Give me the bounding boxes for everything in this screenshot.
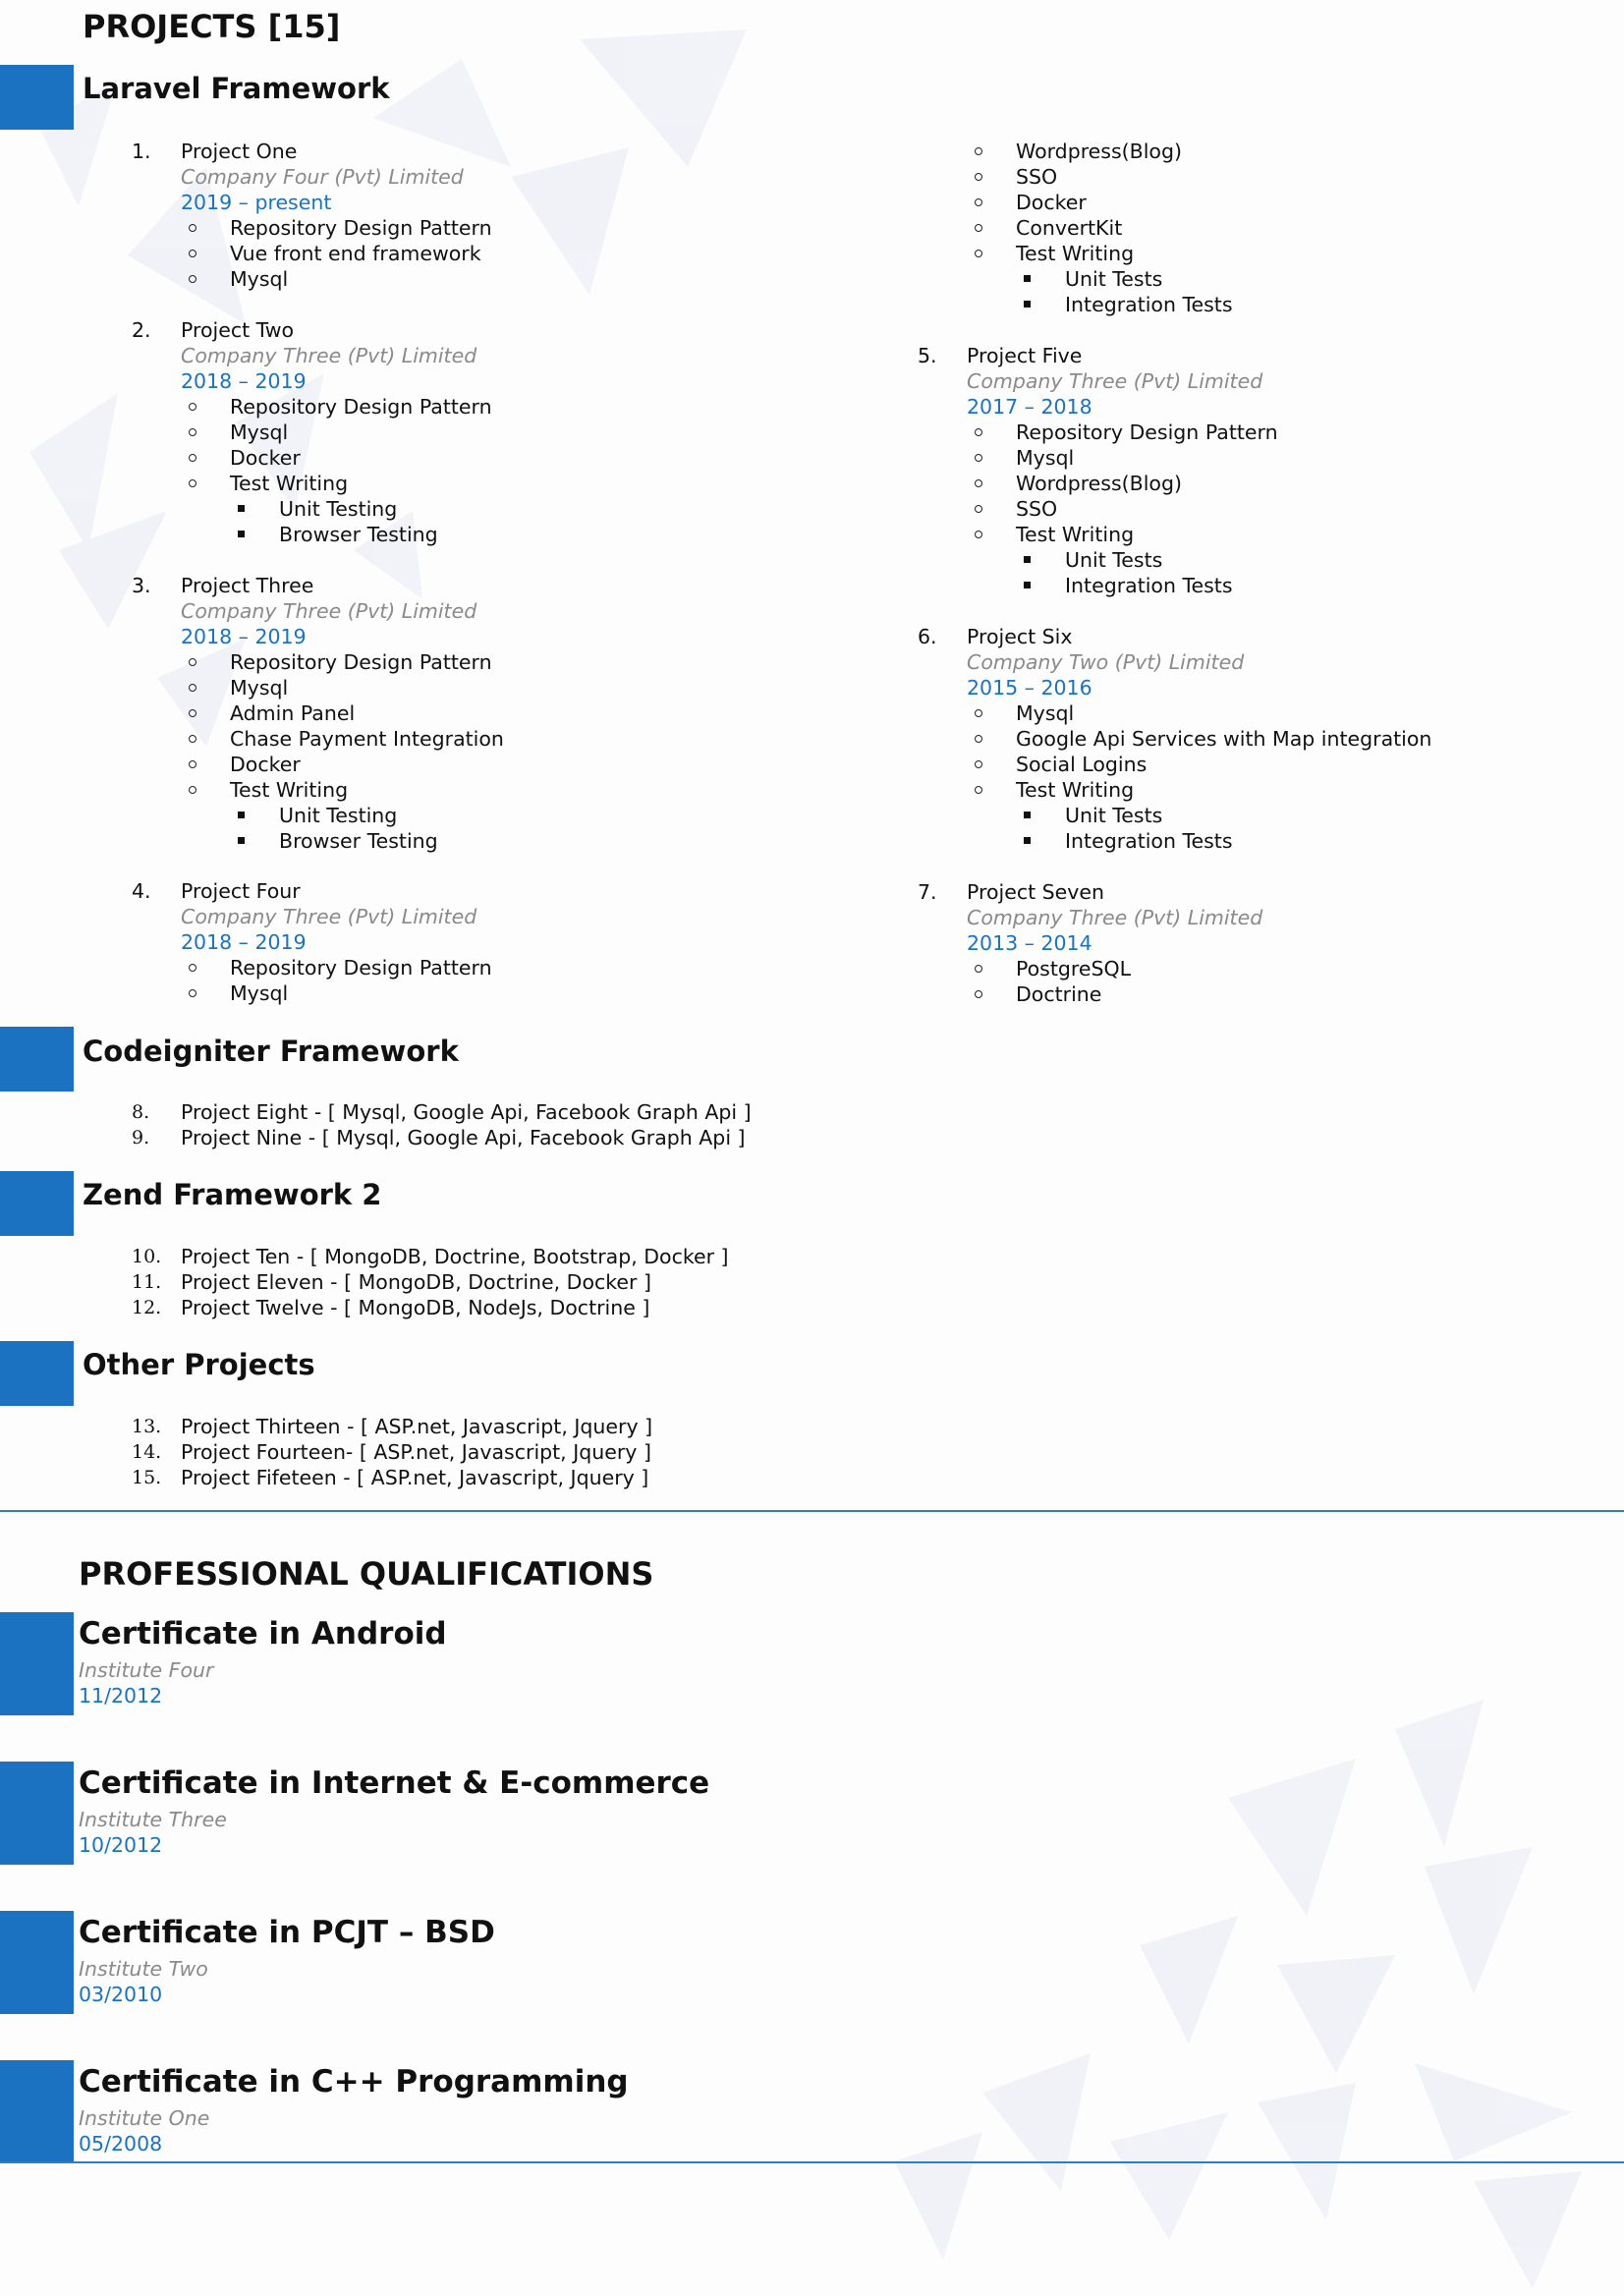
project-company: Company Two (Pvt) Limited (967, 650, 1245, 674)
project-number: 8. (132, 1101, 150, 1123)
project-tech-item: Vue front end framework (230, 242, 481, 265)
project-tech-item: Doctrine (1016, 982, 1102, 1006)
hollow-bullet-icon (189, 709, 196, 717)
project-number: 2. (132, 318, 151, 342)
project-number: 6. (918, 625, 937, 648)
certificate-title: Certificate in Internet & E-commerce (79, 1765, 710, 1801)
hollow-bullet-icon (189, 428, 196, 436)
project-tech-item: Mysql (1016, 446, 1075, 470)
section-marker (0, 1911, 74, 2014)
hollow-bullet-icon (975, 990, 982, 998)
hollow-bullet-icon (189, 454, 196, 462)
project-period: 2018 – 2019 (181, 369, 307, 393)
certificate-title: Certificate in Android (79, 1616, 447, 1652)
project-number: 3. (132, 574, 151, 597)
project-tech-item: Mysql (230, 981, 289, 1005)
hollow-bullet-icon (189, 735, 196, 743)
hollow-bullet-icon (189, 684, 196, 692)
project-tech-item: Test Writing (1016, 523, 1135, 546)
project-company: Company Three (Pvt) Limited (181, 905, 477, 928)
project-name: Project Four (181, 879, 301, 903)
project-tech-item: Test Writing (230, 778, 349, 802)
project-tech-item: Docker (230, 446, 301, 470)
project-tech-item: Mysql (230, 267, 289, 291)
project-tech-item: Test Writing (230, 472, 349, 495)
project-number: 7. (918, 880, 937, 904)
hollow-bullet-icon (975, 250, 982, 257)
certificate-date: 05/2008 (79, 2132, 163, 2156)
certificate-date: 03/2010 (79, 1983, 163, 2006)
project-tech-item: Repository Design Pattern (230, 956, 492, 980)
certificate-institute: Institute Two (79, 1957, 208, 1981)
other-section-title: Other Projects (83, 1348, 315, 1381)
project-tech-item: Google Api Services with Map integration (1016, 727, 1432, 751)
project-tech-item: Social Logins (1016, 753, 1148, 776)
hollow-bullet-icon (975, 147, 982, 155)
project-tech-item: Test Writing (1016, 778, 1135, 802)
project-sub-item: Unit Testing (279, 497, 398, 521)
project-company: Company Three (Pvt) Limited (967, 369, 1263, 393)
project-tech-item: SSO (1016, 497, 1058, 521)
section-divider (0, 2161, 1624, 2163)
project-tech-item: Wordpress(Blog) (1016, 140, 1182, 163)
project-tech-item: Admin Panel (230, 701, 356, 725)
square-bullet-icon (1024, 812, 1031, 818)
hollow-bullet-icon (975, 454, 982, 462)
project-summary: Project Fourteen- [ ASP.net, Javascript, Jquery ] (181, 1440, 651, 1464)
project-tech-item: Repository Design Pattern (230, 216, 492, 240)
project-tech-item: ConvertKit (1016, 216, 1123, 240)
hollow-bullet-icon (189, 250, 196, 257)
project-number: 12. (132, 1297, 162, 1318)
project-tech-item: Mysql (230, 420, 289, 444)
project-company: Company Three (Pvt) Limited (181, 344, 477, 367)
project-tech-item: Repository Design Pattern (230, 395, 492, 419)
codeigniter-section-title: Codeigniter Framework (83, 1035, 459, 1068)
project-number: 5. (918, 344, 937, 367)
project-period: 2015 – 2016 (967, 676, 1092, 700)
square-bullet-icon (238, 531, 245, 537)
project-period: 2018 – 2019 (181, 625, 307, 648)
hollow-bullet-icon (975, 479, 982, 487)
certificate-title: Certificate in PCJT – BSD (79, 1915, 495, 1950)
project-sub-item: Integration Tests (1065, 829, 1233, 853)
project-number: 9. (132, 1127, 150, 1148)
project-summary: Project Thirteen - [ ASP.net, Javascript, Jquery ] (181, 1415, 653, 1438)
hollow-bullet-icon (975, 224, 982, 232)
hollow-bullet-icon (975, 505, 982, 513)
project-sub-item: Unit Tests (1065, 267, 1163, 291)
hollow-bullet-icon (189, 786, 196, 794)
hollow-bullet-icon (975, 709, 982, 717)
project-number: 4. (132, 879, 151, 903)
section-marker (0, 1762, 74, 1865)
hollow-bullet-icon (975, 428, 982, 436)
project-tech-item: Repository Design Pattern (230, 650, 492, 674)
project-number: 10. (132, 1246, 162, 1267)
project-tech-item: Repository Design Pattern (1016, 420, 1278, 444)
zend-section-title: Zend Framework 2 (83, 1178, 382, 1211)
project-tech-item: Mysql (230, 676, 289, 700)
project-sub-item: Integration Tests (1065, 574, 1233, 597)
project-tech-item: Chase Payment Integration (230, 727, 504, 751)
project-sub-item: Browser Testing (279, 829, 438, 853)
project-name: Project Seven (967, 880, 1105, 904)
section-marker (0, 2060, 74, 2163)
project-summary: Project Nine - [ Mysql, Google Api, Facebook Graph Api ] (181, 1126, 746, 1149)
project-tech-item: PostgreSQL (1016, 957, 1132, 980)
hollow-bullet-icon (975, 965, 982, 973)
square-bullet-icon (238, 812, 245, 818)
project-summary: Project Eleven - [ MongoDB, Doctrine, Docker ] (181, 1270, 651, 1294)
project-number: 1. (132, 140, 151, 163)
project-tech-item: SSO (1016, 165, 1058, 189)
section-marker (0, 1341, 74, 1406)
project-summary: Project Fifeteen - [ ASP.net, Javascript, Jquery ] (181, 1466, 649, 1489)
hollow-bullet-icon (189, 658, 196, 666)
project-number: 15. (132, 1467, 162, 1488)
square-bullet-icon (1024, 582, 1031, 588)
projects-heading: PROJECTS [15] (83, 8, 341, 45)
section-marker (0, 65, 74, 130)
project-sub-item: Unit Tests (1065, 804, 1163, 827)
certificate-institute: Institute Three (79, 1808, 227, 1831)
hollow-bullet-icon (189, 964, 196, 972)
section-marker (0, 1027, 74, 1092)
project-sub-item: Unit Tests (1065, 548, 1163, 572)
certificate-date: 11/2012 (79, 1684, 163, 1708)
hollow-bullet-icon (975, 173, 982, 181)
project-tech-item: Mysql (1016, 701, 1075, 725)
section-divider (0, 1510, 1624, 1512)
project-number: 11. (132, 1271, 162, 1293)
project-summary: Project Eight - [ Mysql, Google Api, Facebook Graph Api ] (181, 1100, 752, 1124)
laravel-section-title: Laravel Framework (83, 72, 390, 105)
project-period: 2017 – 2018 (967, 395, 1092, 419)
certificate-title: Certificate in C++ Programming (79, 2064, 629, 2100)
square-bullet-icon (1024, 837, 1031, 844)
section-marker (0, 1612, 74, 1715)
certificate-date: 10/2012 (79, 1833, 163, 1857)
hollow-bullet-icon (975, 786, 982, 794)
square-bullet-icon (238, 837, 245, 844)
project-company: Company Four (Pvt) Limited (181, 165, 464, 189)
project-period: 2019 – present (181, 191, 332, 214)
project-period: 2013 – 2014 (967, 931, 1092, 955)
project-tech-item: Test Writing (1016, 242, 1135, 265)
certificate-institute: Institute One (79, 2106, 210, 2130)
project-tech-item: Wordpress(Blog) (1016, 472, 1182, 495)
project-company: Company Three (Pvt) Limited (967, 906, 1263, 929)
project-sub-item: Browser Testing (279, 523, 438, 546)
project-number: 13. (132, 1416, 162, 1437)
square-bullet-icon (1024, 556, 1031, 563)
hollow-bullet-icon (975, 198, 982, 206)
hollow-bullet-icon (189, 224, 196, 232)
hollow-bullet-icon (975, 735, 982, 743)
square-bullet-icon (1024, 275, 1031, 282)
square-bullet-icon (238, 505, 245, 512)
project-name: Project Two (181, 318, 295, 342)
hollow-bullet-icon (189, 275, 196, 283)
project-name: Project Three (181, 574, 314, 597)
project-sub-item: Unit Testing (279, 804, 398, 827)
project-tech-item: Docker (230, 753, 301, 776)
certificate-institute: Institute Four (79, 1658, 214, 1682)
square-bullet-icon (1024, 301, 1031, 308)
hollow-bullet-icon (189, 760, 196, 768)
project-company: Company Three (Pvt) Limited (181, 599, 477, 623)
project-sub-item: Integration Tests (1065, 293, 1233, 316)
hollow-bullet-icon (189, 479, 196, 487)
section-marker (0, 1171, 74, 1236)
project-period: 2018 – 2019 (181, 930, 307, 954)
qualifications-heading: PROFESSIONAL QUALIFICATIONS (79, 1555, 654, 1593)
hollow-bullet-icon (189, 989, 196, 997)
project-name: Project Five (967, 344, 1083, 367)
project-name: Project One (181, 140, 298, 163)
project-tech-item: Docker (1016, 191, 1087, 214)
hollow-bullet-icon (975, 531, 982, 538)
project-summary: Project Twelve - [ MongoDB, NodeJs, Doctrine ] (181, 1296, 650, 1319)
project-name: Project Six (967, 625, 1073, 648)
hollow-bullet-icon (189, 403, 196, 411)
hollow-bullet-icon (975, 760, 982, 768)
project-number: 14. (132, 1441, 162, 1463)
project-summary: Project Ten - [ MongoDB, Doctrine, Bootstrap, Docker ] (181, 1245, 729, 1268)
